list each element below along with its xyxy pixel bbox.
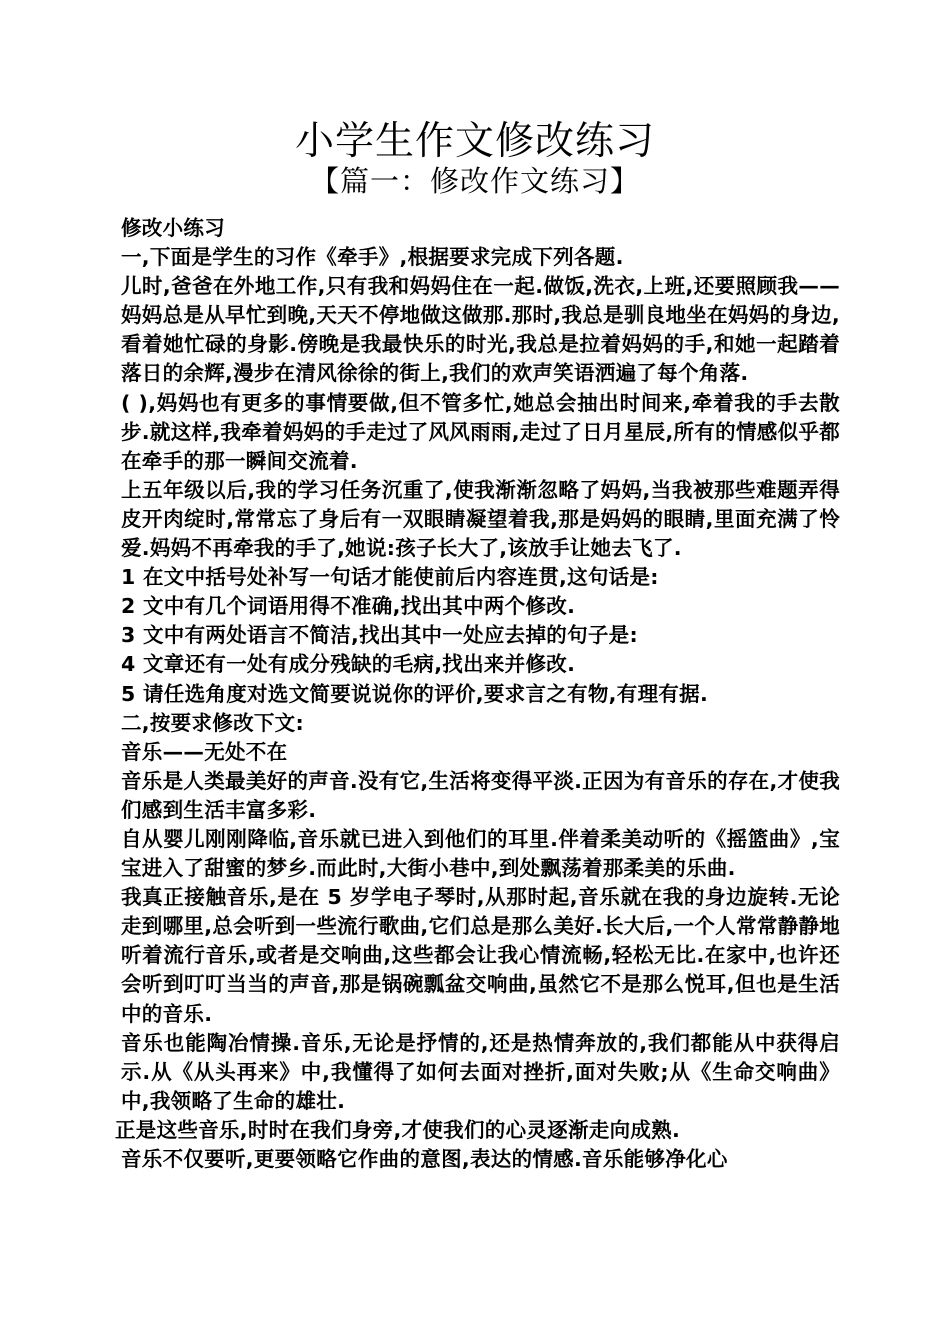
section-heading: 修改小练习 [121, 216, 225, 240]
body-paragraph: 我真正接触音乐,是在 5 岁学电子琴时,从那时起,音乐就在我的身边旋转.无论走到哪里,总会听到一些流行歌曲,它们总是那么美好.长大后,一个人常常静静地听着流行音乐,或者是交响曲,这些都会让我心情流畅,轻松无比.在家中,也许还会听到叮叮当当的声音,那是锅碗瓢盆交响曲,虽然它不是那么悦耳,但也是生活中的音乐. [121, 885, 840, 1026]
exercise-item: 1 在文中括号处补写一句话才能使前后内容连贯,这句话是: [121, 565, 659, 590]
exercise-item: 3 文中有两处语言不简洁,找出其中一处应去掉的句子是: [121, 623, 638, 648]
document-body [115, 214, 840, 1174]
essay-title: 音乐——无处不在 [121, 739, 288, 764]
body-paragraph: 音乐是人类最美好的声音.没有它,生活将变得平淡.正因为有音乐的存在,才使我们感到生活丰富多彩. [121, 768, 840, 822]
body-paragraph: 音乐不仅要听,更要领略它作曲的意图,表达的情感.音乐能够净化心 [121, 1147, 728, 1171]
exercise-item: 2 文中有几个词语用得不准确,找出其中两个修改. [121, 594, 576, 619]
document-title: 小学生作文修改练习 [294, 119, 655, 164]
body-paragraph: 正是这些音乐,时时在我们身旁,才使我们的心灵逐渐走向成熟. [115, 1117, 681, 1142]
question-heading: 二,按要求修改下文: [121, 710, 304, 735]
body-paragraph: ( ),妈妈也有更多的事情要做,但不管多忙,她总会抽出时间来,牵着我的手去散步.就这样,我牵着妈妈的手走过了风风雨雨,走过了日月星辰,所有的情感似乎都在牵手的那一瞬间交流着. [121, 390, 840, 473]
exercise-item: 4 文章还有一处有成分残缺的毛病,找出来并修改. [121, 652, 576, 677]
exercise-item: 5 请任选角度对选文简要说说你的评价,要求言之有物,有理有据. [121, 681, 709, 706]
body-paragraph: 音乐也能陶冶情操.音乐,无论是抒情的,还是热情奔放的,我们都能从中获得启示.从《从头再来》中,我懂得了如何去面对挫折,面对失败;从《生命交响曲》中,我领略了生命的雄壮. [121, 1030, 840, 1113]
question-heading: 一,下面是学生的习作《牵手》,根据要求完成下列各题. [121, 245, 624, 270]
document-subtitle: 【篇一：修改作文练习】 [309, 164, 640, 198]
body-paragraph: 儿时,爸爸在外地工作,只有我和妈妈住在一起.做饭,洗衣,上班,还要照顾我——妈妈总是从早忙到晚,天天不停地做这做那.那时,我总是驯良地坐在妈妈的身边,看着她忙碌的身影.傍晚是我最快乐的时光,我总是拉着妈妈的手,和她一起踏着落日的余辉,漫步在清风徐徐的街上,我们的欢声笑语洒遍了每个角落. [121, 274, 840, 386]
body-paragraph: 上五年级以后,我的学习任务沉重了,使我渐渐忽略了妈妈,当我被那些难题弄得皮开肉绽时,常常忘了身后有一双眼睛凝望着我,那是妈妈的眼睛,里面充满了怜爱.妈妈不再牵我的手了,她说:孩子长大了,该放手让她去飞了. [121, 477, 840, 561]
body-paragraph: 自从婴儿刚刚降临,音乐就已进入到他们的耳里.伴着柔美动听的《摇篮曲》,宝宝进入了甜蜜的梦乡.而此时,大街小巷中,到处飘荡着那柔美的乐曲. [121, 826, 840, 881]
